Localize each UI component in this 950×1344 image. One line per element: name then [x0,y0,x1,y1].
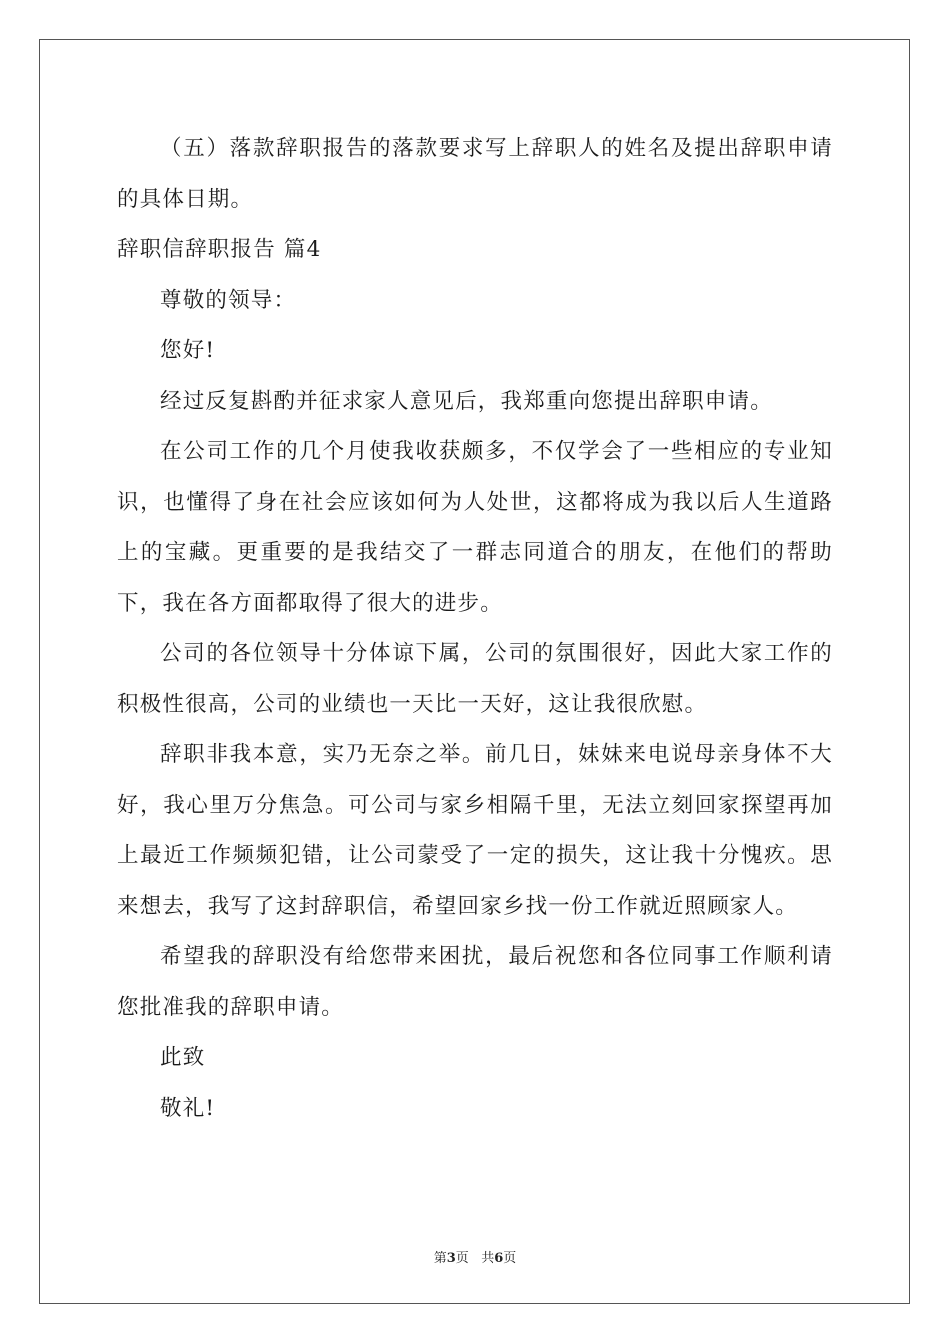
page-number: 3 [446,1251,456,1266]
paragraph: 经过反复斟酌并征求家人意见后，我郑重向您提出辞职申请。 [160,388,773,414]
greeting: 您好! [160,338,216,363]
paragraph: 希望我的辞职没有给您带来困扰，最后祝您和各位同事工作顺利请您批准我的辞职申请。 [117,944,833,1020]
total-prefix: 共 [481,1251,495,1266]
page-footer [0,1247,950,1266]
salutation: 尊敬的领导： [160,287,297,313]
closing: 此致 [160,1045,206,1070]
page-prefix: 第 [433,1251,447,1266]
paragraph: （五）落款辞职报告的落款要求写上辞职人的姓名及提出辞职申请的具体日期。 [117,136,833,212]
closing-salute: 敬礼! [160,1095,216,1121]
paragraph: 公司的各位领导十分体谅下属，公司的氛围很好，因此大家工作的积极性很高，公司的业绩也一天比一天好，这让我很欣慰。 [117,641,833,717]
document-body [117,124,833,1134]
paragraph: 在公司工作的几个月使我收获颇多，不仅学会了一些相应的专业知识，也懂得了身在社会应该如何为人处世，这都将成为我以后人生道路上的宝藏。更重要的是我结交了一群志同道合的朋友，在他们的帮助下，我在各方面都取得了很大的进步。 [117,439,833,616]
page-suffix: 页 [455,1251,469,1266]
total-suffix: 页 [503,1251,517,1266]
paragraph: 辞职非我本意，实乃无奈之举。前几日，妹妹来电说母亲身体不大好，我心里万分焦急。可公司与家乡相隔千里，无法立刻回家探望再加上最近工作频频犯错，让公司蒙受了一定的损失，这让我十分愧疚。思来想去，我写了这封辞职信，希望回家乡找一份工作就近照顾家人。 [117,742,833,919]
total-pages: 6 [494,1251,504,1266]
section-heading: 辞职信辞职报告 篇4 [117,237,322,262]
